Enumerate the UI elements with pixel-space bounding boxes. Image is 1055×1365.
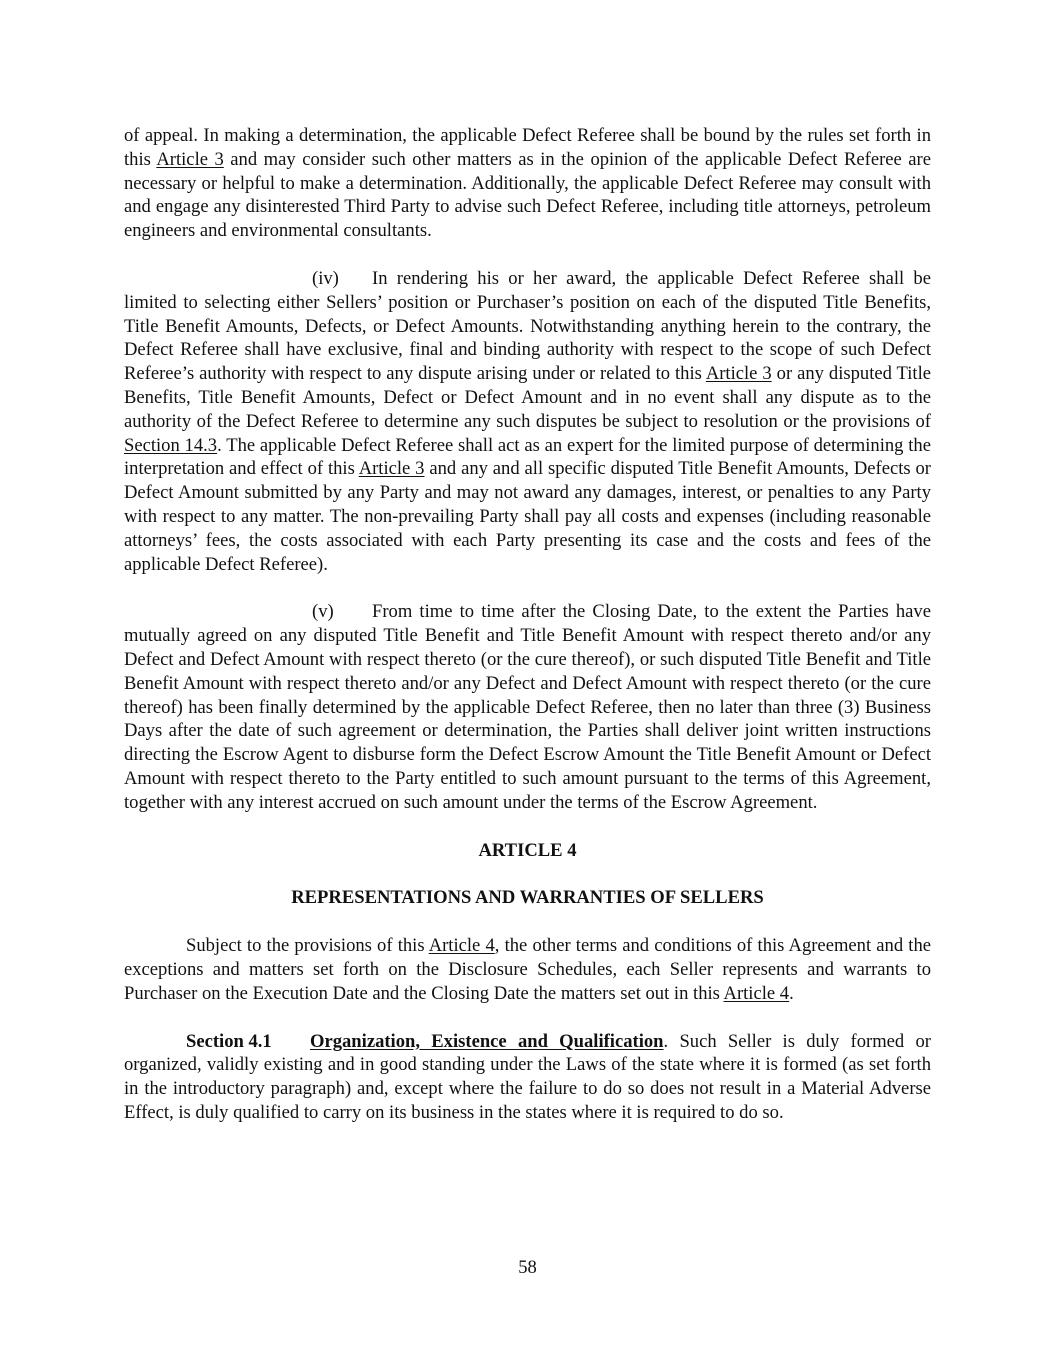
page-number: 58: [518, 1257, 537, 1278]
article-reference: Article 4: [428, 935, 495, 957]
paragraph-iv: (iv) In rendering his or her award, the applicable Defect Referee shall be limited to selecting either Sellers’ position or Purchaser’s position on each of the disputed Title Benefits, Title Benefit Amounts, Defects, or Defect Amounts. Notwithstanding anything herein to the contrary, the Defect Referee shall have exclusive, final and binding authority with respect to the scope of such Defect Referee’s authority with respect to any dispute arising under or related to this Article 3 or any disputed Title Benefits, Title Benefit Amounts, Defect or Defect Amount and in no event shall any dispute as to the authority of the Defect Referee to determine any such disputes be subject to resolution or the provisions of Section 14.3. The applicable Defect Referee shall act as an expert for the limited purpose of determining the interpretation and effect of this Article 3 and any and all specific disputed Title Benefit Amounts, Defects or Defect Amount submitted by any Party and may not award any damages, interest, or penalties to any Party with respect to any matter. The non-prevailing Party shall pay all costs and expenses (including reasonable attorneys’ fees, the costs associated with each Party presenting its case and the costs and fees of the applicable Defect Referee).: [124, 267, 931, 575]
section-title: Organization, Existence and Qualification: [310, 1030, 664, 1052]
paragraph-continuation: of appeal. In making a determination, the applicable Defect Referee shall be bound by the rules set forth in this Article 3 and may consider such other matters as in the opinion of the applicable Defect Referee are necessary or helpful to make a determination. Additionally, the applicable Defect Referee may consult with and engage any disinterested Third Party to advise such Defect Referee, including title attorneys, petroleum engineers and environmental consultants.: [124, 125, 931, 242]
section-4-1-paragraph: Section 4.1 Organization, Existence and Qualification. Such Seller is duly formed or organized, validly existing and in good standing under the Laws of the state where it is formed (as set forth in the introductory paragraph) and, except where the failure to do so does not result in a Material Adverse Effect, is duly qualified to carry on its business in the states where it is required to do so.: [124, 1030, 931, 1123]
paragraph-v: (v) From time to time after the Closing Date, to the extent the Parties have mutually agreed on any disputed Title Benefit and Title Benefit Amount with respect thereto and/or any Defect and Defect Amount with respect thereto (or the cure thereof), or such disputed Title Benefit and Title Benefit Amount with respect thereto and/or any Defect and Defect Amount with respect thereto (or the cure thereof) has been finally determined by the applicable Defect Referee, then no later than three (3) Business Days after the date of such agreement or determination, the Parties shall deliver joint written instructions directing the Escrow Agent to disburse form the Defect Escrow Amount the Title Benefit Amount or Defect Amount with respect thereto to the Party entitled to such amount pursuant to the terms of this Agreement, together with any interest accrued on such amount under the terms of the Escrow Agreement.: [124, 601, 931, 813]
article-heading: ARTICLE 4: [478, 839, 577, 861]
clause-marker: (iv): [312, 267, 339, 289]
document-page: [124, 124, 931, 1125]
article-intro-paragraph: Subject to the provisions of this Article 4, the other terms and conditions of this Agreement and the exceptions and matters set forth on the Disclosure Schedules, each Seller represents and warrants to Purchaser on the Execution Date and the Closing Date the matters set out in this Article 4.: [124, 935, 931, 1004]
article-subheading: REPRESENTATIONS AND WARRANTIES OF SELLERS: [291, 887, 764, 909]
section-number: Section 4.1: [186, 1030, 272, 1052]
article-reference: Article 4: [723, 982, 790, 1004]
article-reference: Article 3: [705, 363, 772, 385]
article-reference: Article 3: [358, 458, 425, 480]
clause-marker: (v): [312, 601, 334, 623]
section-reference: Section 14.3: [124, 434, 218, 456]
article-reference: Article 3: [156, 148, 224, 170]
